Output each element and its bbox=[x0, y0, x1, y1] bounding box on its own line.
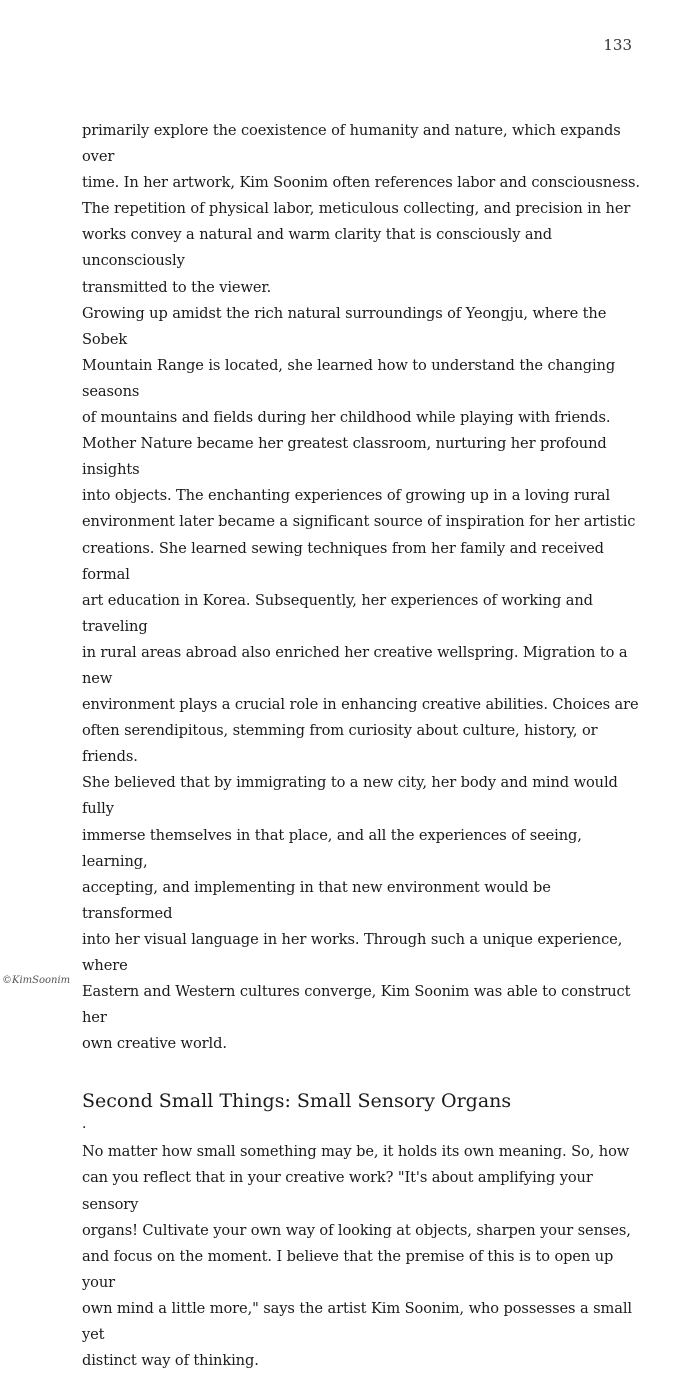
body-paragraph-3: No matter how small something may be, it holds its own meaning. So, how can you reflect that in your creative work? "It's about amplifying your sensory organs! Cultivate your own way of looking at objects, sharpen your senses, and focus on the moment. I believe that the premise of this is to open up your own mind a little more," says the artist Kim Soonim, who possesses a small yet distinct way of thinking. bbox=[82, 1143, 632, 1370]
section-marker: · bbox=[82, 1120, 87, 1137]
section-heading: Second Small Things: Small Sensory Organs bbox=[82, 1090, 512, 1113]
body-paragraph-1: primarily explore the coexistence of humanity and nature, which expands over time. In her artwork, Kim Soonim often references labor and consciousness. The repetition of physical labor, meticulous collecting, and precision in her works convey a natural and warm clarity that is consciously and unconsciously transmitted to the viewer. bbox=[82, 122, 640, 296]
body-paragraph-2: Growing up amidst the rich natural surroundings of Yeongju, where the Sobek Mountain Range is located, she learned how to understand the changing seasons of mountains and fields during her childhood while playing with friends. Mother Nature became her greatest classroom, nurturing her profound insights into objects. The enchanting experiences of growing up in a loving rural environment later became a significant source of inspiration for her artistic creations. She learned sewing techniques from her family and received formal art education in Korea. Subsequently, her experiences of working and traveling in rural areas abroad also enriched her creative wellspring. Migration to a new environment plays a crucial role in enhancing creative abilities. Choices are often serendipitous, stemming from curiosity about culture, history, or friends. She believed that by immigrating to a new city, her body and mind would fully immerse themselves in that place, and all the experiences of seeing, learning, accepting, and implementing in that new environment would be transformed into her visual language in her works. Through such a unique experience, where Eastern and Western cultures converge, Kim Soonim was able to construct her own creative world. bbox=[82, 304, 639, 1053]
copyright-watermark: ©KimSoonim bbox=[2, 975, 71, 986]
page-body bbox=[82, 118, 642, 1374]
page-number: 133 bbox=[603, 36, 632, 54]
